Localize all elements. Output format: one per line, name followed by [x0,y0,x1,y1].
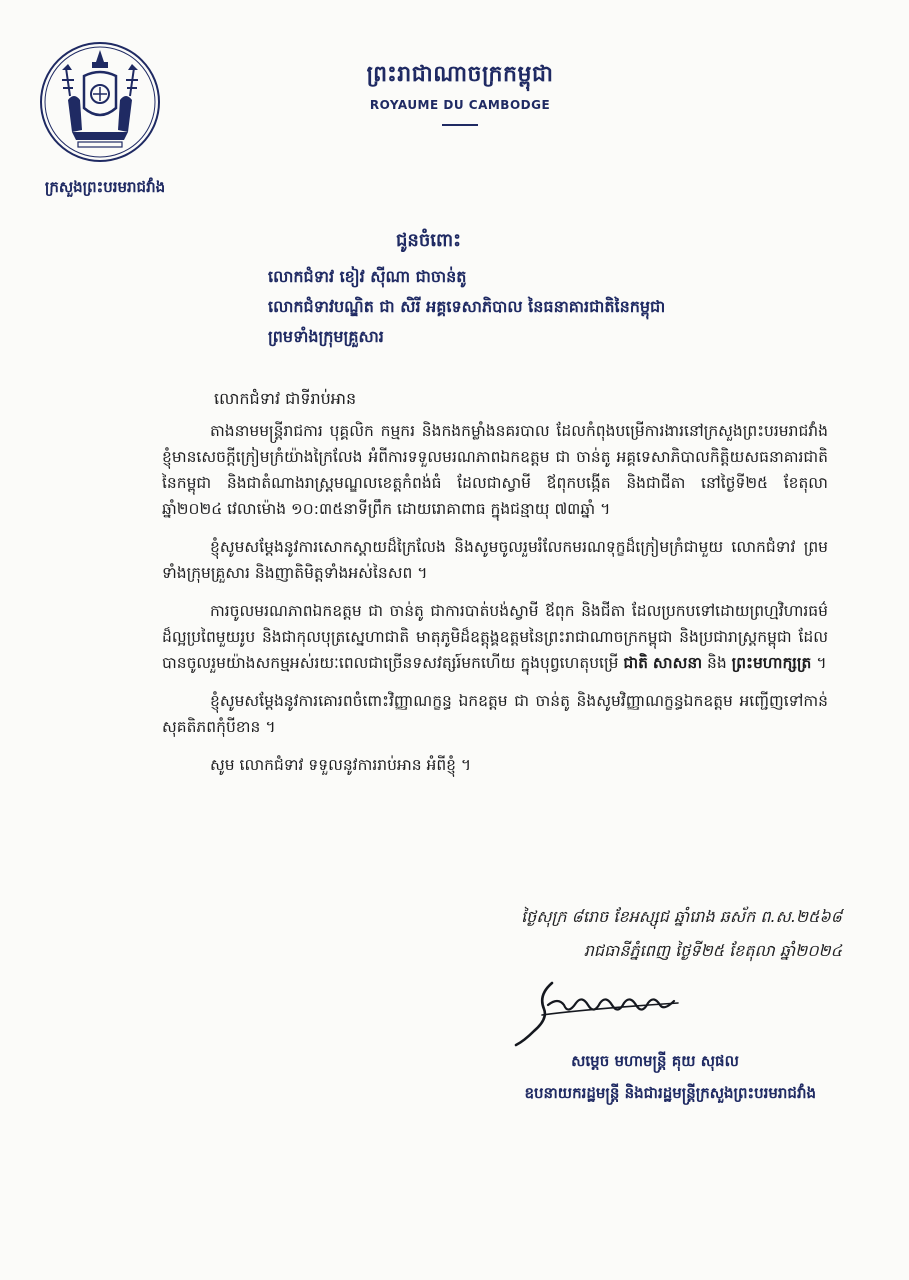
ministry-name: ក្រសួងព្រះបរមរាជវាំង [44,178,166,196]
recipient-line: លោកជំទាវបណ្ឌិត ជា សិរី អគ្គទេសាភិបាល នៃធនាគារជាតិនៃកម្ពុជា [268,297,666,316]
solar-date: រាជធានីភ្នំពេញ ថ្ងៃទី២៥ ខែតុលា ឆ្នាំ២០២៤ [583,941,842,960]
paragraph-3-text: ការចូលមរណភាពឯកឧត្តម ជា ចាន់តូ ជាការបាត់បង់ស្វាមី ឪពុក និងជីតា ដែលប្រកបទៅដោយព្រហ្មវិហារធម៌ដ៏ល្អប្រពៃមួយរូប និងជាកុលបុត្រស្នេហាជាតិ មាតុភូមិដ៏ឧត្តុង្គឧត្តមនៃព្រះរាជាណាចក្រកម្ពុជា និងប្រជារាស្ត្រកម្ពុជា ដែលបានចូលរួមយ៉ាងសកម្មអស់រយៈពេលជាច្រើនទសវត្សរ៍មកហើយ ក្នុងបុព្វហេតុបម្រើ [162,602,828,672]
paragraph-2: ខ្ញុំសូមសម្តែងនូវការសោកស្តាយដ៏ក្រៃលែង និងសូមចូលរួមរំលែកមរណទុក្ខដ៏ក្រៀមក្រំជាមួយ លោកជំទាវ ព្រមទាំងក្រុមគ្រួសារ និងញាតិមិត្តទាំងអស់នៃសព ។ [162,538,828,582]
kingdom-title-khmer: ព្រះរាជាណាចក្រកម្ពុជា [366,62,554,87]
date-block [392,900,842,968]
closing-line: សូម លោកជំទាវ ទទួលនូវការរាប់អាន អំពីខ្ញុំ ។ [210,756,472,774]
recipient-block [268,262,858,352]
signer-block [400,1052,840,1106]
header-divider [442,124,478,126]
phrase-king: ព្រះមហាក្សត្រ [731,654,812,672]
letter-body [162,418,828,790]
phrase-and: និង [707,654,727,672]
phrase-religion: សាសនា [652,654,703,672]
signer-title: ឧបនាយករដ្ឋមន្ត្រី និងជារដ្ឋមន្ត្រីក្រសួងព្រះបរមរាជវាំង [524,1084,816,1102]
handwritten-signature [508,975,688,1050]
kingdom-title-french: ROYAUME DU CAMBODGE [369,98,551,112]
recipient-line: ព្រមទាំងក្រុមគ្រួសារ [268,327,384,346]
paragraph-1: តាងនាមមន្ត្រីរាជការ បុគ្គលិក កម្មករ និងកងកម្លាំងនគរបាល ដែលកំពុងបម្រើការងារនៅក្រសួងព្រះបរមរាជវាំង ខ្ញុំមានសេចក្តីក្រៀមក្រំយ៉ាងក្រៃលែង អំពីការទទួលមរណភាពឯកឧត្តម ជា ចាន់តូ អគ្គទេសាភិបាលកិត្តិយសធនាគារជាតិនៃកម្ពុជា និងជាតំណាងរាស្ត្រមណ្ឌលខេត្តកំពង់ធំ ដែលជាស្វាមី ឪពុកបង្កើត និងជាជីតា នៅថ្ងៃទី២៥ ខែតុលា ឆ្នាំ២០២៤ វេលាម៉ោង ១០:៣៥នាទីព្រឹក ដោយរោគាពាធ ក្នុងជន្មាយុ ៧៣ឆ្នាំ ។ [162,422,828,518]
recipient-line: លោកជំទាវ ខៀវ ស៊ីណា ជាចាន់តូ [268,267,467,286]
paragraph-4: ខ្ញុំសូមសម្តែងនូវការគោរពចំពោះវិញ្ញាណក្ខន្ធ ឯកឧត្តម ជា ចាន់តូ និងសូមវិញ្ញាណក្ខន្ធឯកឧត្តម អញ្ជើញទៅកាន់សុគតិភពកុំបីខាន ។ [162,692,828,736]
paragraph-3 [162,598,828,676]
kingdom-header [300,60,620,126]
lunar-date: ថ្ងៃសុក្រ ៨រោច ខែអស្សុជ ឆ្នាំរោង ឆស័ក ព.ស.២៥៦៨ [521,907,842,926]
recipient-label: ជូនចំពោះ [396,230,462,251]
paragraph-3-end: ។ [816,654,827,672]
salutation: លោកជំទាវ ជាទីរាប់អាន [214,389,357,408]
phrase-nation: ជាតិ [623,654,648,672]
signer-name: សម្តេច មហាមន្ត្រី គុយ សុផល [571,1052,739,1070]
royal-emblem-icon [38,40,162,164]
